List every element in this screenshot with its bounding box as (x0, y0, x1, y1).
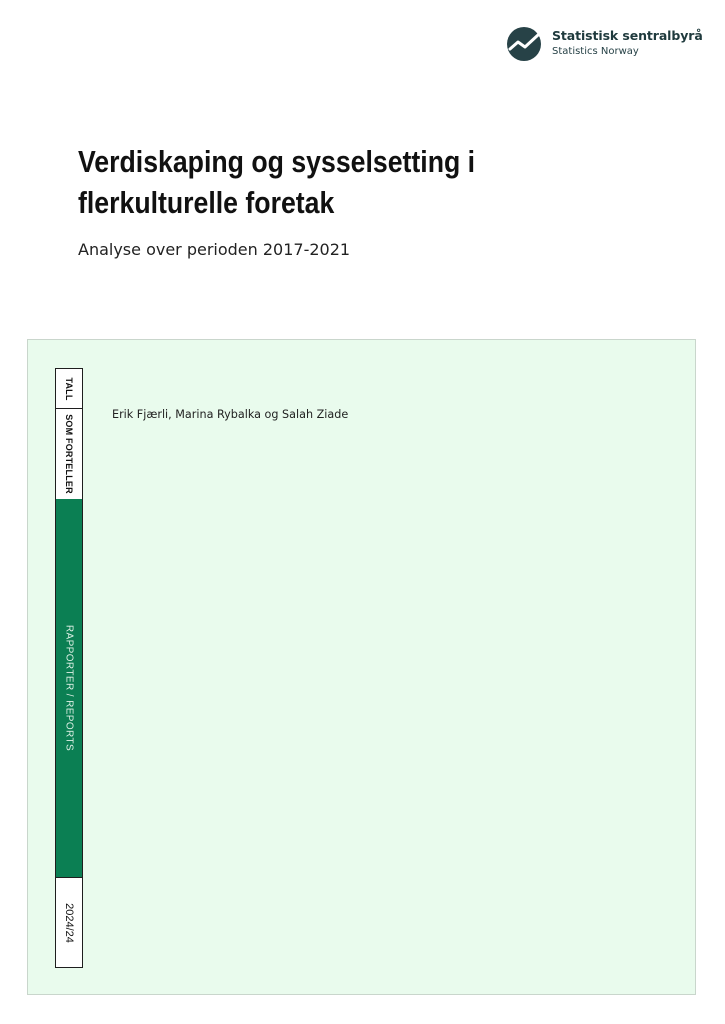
report-authors: Erik Fjærli, Marina Rybalka og Salah Ziade (112, 408, 349, 421)
ssb-logo-icon (506, 26, 542, 62)
cover-panel (27, 339, 696, 995)
spine-som-forteller-label: SOM FORTELLER (64, 414, 74, 494)
report-spine (55, 368, 83, 968)
report-subtitle: Analyse over perioden 2017-2021 (78, 240, 351, 259)
ssb-logo[interactable] (506, 26, 706, 62)
report-title: Verdiskaping og sysselsetting i flerkulturelle foretak (78, 144, 476, 220)
brand-name: Statistisk sentralbyrå (552, 28, 703, 43)
spine-tall-label: TALL (64, 376, 74, 401)
spine-som-forteller-segment (56, 409, 82, 499)
spine-number-segment (56, 877, 82, 967)
spine-series-segment (56, 499, 82, 877)
spine-tall-segment (56, 369, 82, 409)
brand-subtitle: Statistics Norway (552, 46, 639, 57)
spine-report-number: 2024/24 (63, 902, 75, 943)
spine-series-label: RAPPORTER / REPORTS (63, 624, 75, 752)
